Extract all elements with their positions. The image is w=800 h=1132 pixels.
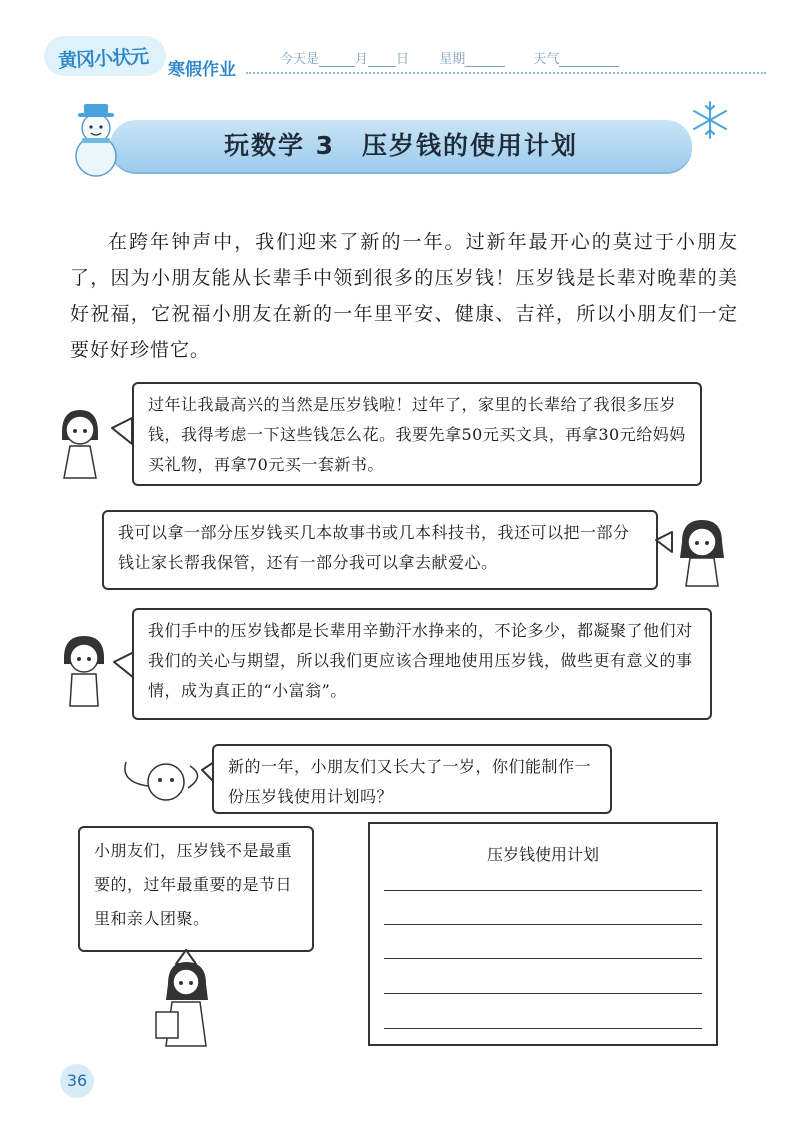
page-title: 玩数学 3 压岁钱的使用计划 [223,131,579,160]
day-blank[interactable] [368,52,396,67]
weather-label: 天气 [533,52,560,67]
header-dotted-rule [246,72,766,74]
month-blank[interactable] [319,52,355,67]
girl-3-icon [56,632,136,712]
girl-2-icon [656,518,736,588]
series-logo: 黄冈小状元 [57,45,149,73]
weekday-blank[interactable] [465,52,505,67]
date-weather-line [280,48,619,67]
winged-mascot-icon [118,752,214,814]
plan-write-line[interactable] [384,924,702,925]
date-prefix: 今天是 [280,52,320,67]
day-label: 日 [396,52,410,67]
dialog-bubble-4: 新的一年，小朋友们又长大了一岁，你们能制作一份压岁钱使用计划吗？ [212,744,612,814]
teacher-icon [150,950,230,1050]
girl-1-icon [52,404,134,484]
plan-write-line[interactable] [384,993,702,994]
snowflake-icon [690,100,730,140]
dialog-bubble-1: 过年让我最高兴的当然是压岁钱啦！过年了，家里的长辈给了我很多压岁钱，我得考虑一下这些钱怎么花。我要先拿50元买文具，再拿30元给妈妈买礼物，再拿70元买一套新书。 [132,382,702,486]
weekday-label: 星期 [439,52,466,67]
month-label: 月 [355,52,369,67]
intro-paragraph: 在跨年钟声中，我们迎来了新的一年。过新年最开心的莫过于小朋友了，因为小朋友能从长辈手中领到很多的压岁钱！压岁钱是长辈对晚辈的美好祝福，它祝福小朋友在新的一年里平安、健康、吉祥，所以小朋友们一定要好好珍惜它。 [70,231,738,361]
workbook-label: 寒假作业 [168,60,236,80]
dialog-bubble-2: 我可以拿一部分压岁钱买几本故事书或几本科技书，我还可以把一部分钱让家长帮我保管，还有一部分我可以拿去献爱心。 [102,510,658,590]
dialog-bubble-3: 我们手中的压岁钱都是长辈用辛勤汗水挣来的，不论多少，都凝聚了他们对我们的关心与期望，所以我们更应该合理地使用压岁钱，做些更有意义的事情，成为真正的“小富翁”。 [132,608,712,720]
plan-write-line[interactable] [384,1028,702,1029]
plan-write-line[interactable] [384,958,702,959]
snowman-icon [62,100,132,178]
dialog-bubble-5: 小朋友们，压岁钱不是最重要的，过年最重要的是节日里和亲人团聚。 [78,826,314,952]
page-number: 36 [60,1064,94,1098]
weather-blank[interactable] [559,52,619,67]
plan-write-line[interactable] [384,890,702,891]
plan-title: 压岁钱使用计划 [486,845,599,864]
